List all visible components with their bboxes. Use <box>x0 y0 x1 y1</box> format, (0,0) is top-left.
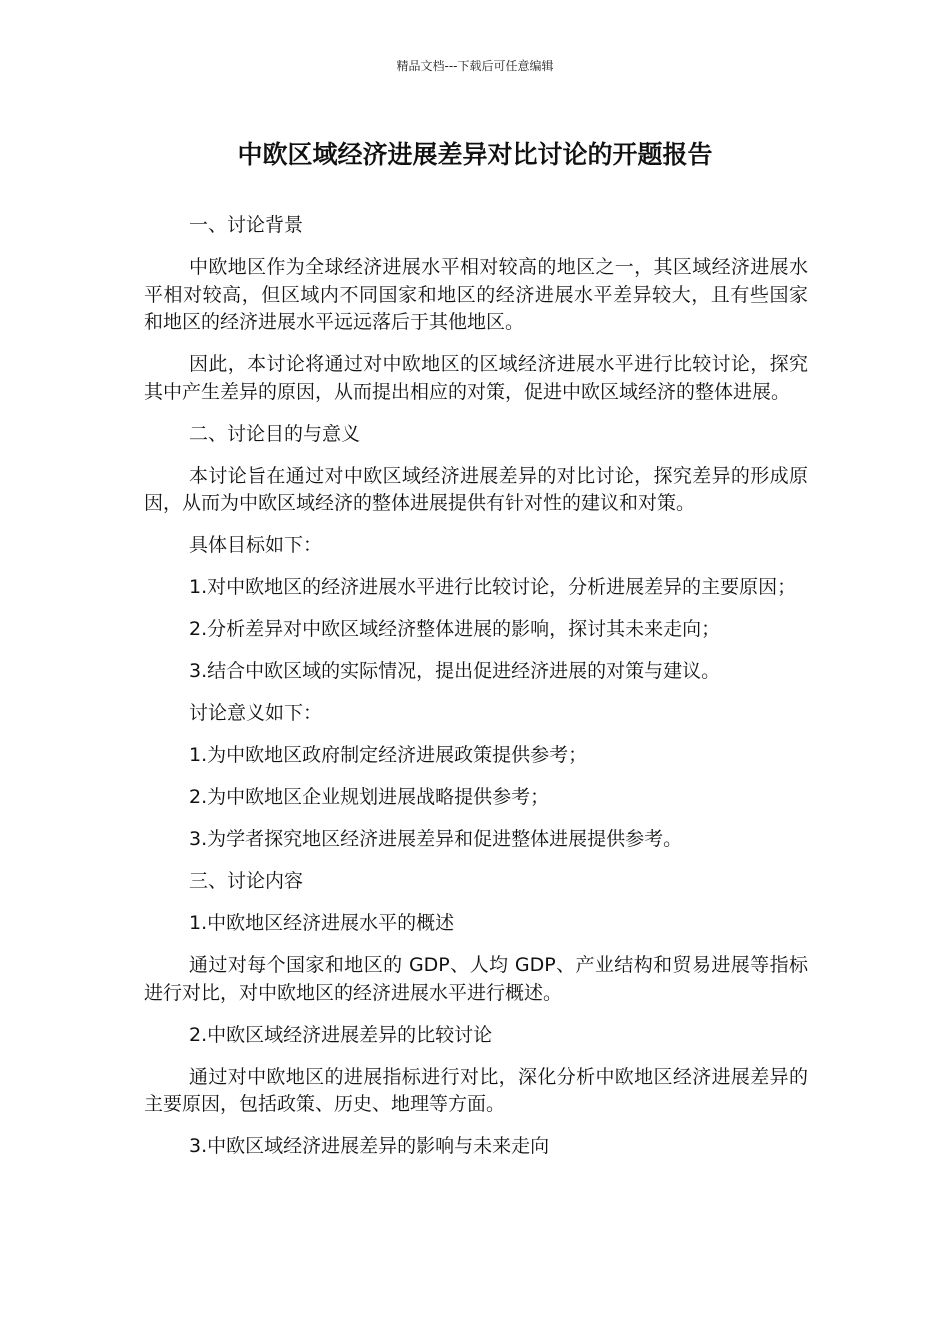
paragraph-purpose: 本讨论旨在通过对中欧区域经济进展差异的对比讨论，探究差异的形成原因，从而为中欧区域经济的整体进展提供有针对性的建议和对策。 <box>144 464 808 514</box>
significance-item-3: 3.为学者探究地区经济进展差异和促进整体进展提供参考。 <box>189 828 683 850</box>
content-paragraph-1: 通过对每个国家和地区的 GDP、人均 GDP、产业结构和贸易进展等指标进行对比，对中欧地区的经济进展水平进行概述。 <box>144 954 808 1004</box>
section-heading-background: 一、讨论背景 <box>189 214 304 236</box>
significance-intro: 讨论意义如下： <box>189 702 323 724</box>
content-paragraph-2: 通过对中欧地区的进展指标进行对比，深化分析中欧地区经济进展差异的主要原因，包括政策、历史、地理等方面。 <box>144 1065 808 1115</box>
paragraph-background-1: 中欧地区作为全球经济进展水平相对较高的地区之一，其区域经济进展水平相对较高，但区域内不同国家和地区的经济进展水平差异较大，且有些国家和地区的经济进展水平远远落后于其他地区。 <box>144 256 808 333</box>
section-heading-purpose: 二、讨论目的与意义 <box>189 422 361 445</box>
goal-item-1: 1.对中欧地区的经济进展水平进行比较讨论，分析进展差异的主要原因； <box>189 576 797 598</box>
significance-item-2: 2.为中欧地区企业规划进展战略提供参考； <box>189 786 550 808</box>
section-heading-content: 三、讨论内容 <box>189 870 304 892</box>
content-subheading-3: 3.中欧区域经济进展差异的影响与未来走向 <box>189 1135 550 1157</box>
goals-intro: 具体目标如下： <box>189 534 323 556</box>
goal-item-3: 3.结合中欧区域的实际情况，提出促进经济进展的对策与建议。 <box>189 660 721 682</box>
header-note: 精品文档---下载后可任意编辑 <box>396 59 554 73</box>
content-subheading-1: 1.中欧地区经济进展水平的概述 <box>189 912 455 934</box>
paragraph-background-2: 因此，本讨论将通过对中欧地区的区域经济进展水平进行比较讨论，探究其中产生差异的原因，从而提出相应的对策，促进中欧区域经济的整体进展。 <box>144 353 808 403</box>
document-body <box>144 212 808 1175</box>
content-subheading-2: 2.中欧区域经济进展差异的比较讨论 <box>189 1023 493 1046</box>
goal-item-2: 2.分析差异对中欧区域经济整体进展的影响，探讨其未来走向； <box>189 618 721 640</box>
significance-item-1: 1.为中欧地区政府制定经济进展政策提供参考； <box>189 744 588 766</box>
document-title: 中欧区域经济进展差异对比讨论的开题报告 <box>237 140 713 169</box>
